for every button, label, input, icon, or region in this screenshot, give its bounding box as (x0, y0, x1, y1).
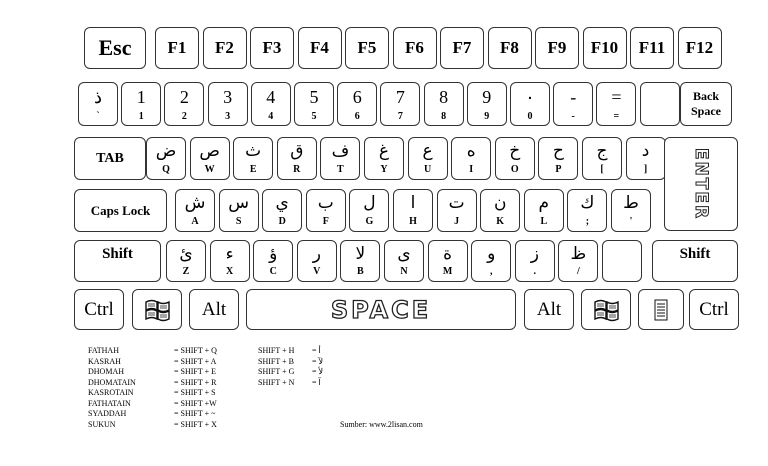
f12-key[interactable] (678, 27, 722, 69)
number-key-bottom: - (571, 111, 575, 122)
space-label: SPACE (330, 295, 432, 324)
f7-key[interactable] (440, 27, 484, 69)
legend-harakat-name: DHOMATAIN (88, 377, 136, 387)
number-key-1[interactable] (121, 82, 161, 126)
letter-key-6[interactable] (428, 240, 468, 282)
legend-harakat-name: DHOMAH (88, 367, 124, 376)
number-key-bottom: 7 (397, 111, 403, 122)
latin-char: Q (162, 164, 170, 175)
fkey-label: F2 (215, 38, 234, 57)
letter-key-W[interactable] (190, 137, 230, 180)
letter-key-3[interactable] (297, 240, 337, 282)
arabic-char: ف (331, 141, 350, 161)
arabic-char: ع (422, 141, 433, 161)
arabic-char: ت (448, 193, 465, 213)
windows-logo-icon (592, 298, 620, 322)
letter-key-semicolon[interactable] (567, 189, 607, 232)
arabic-char: ب (317, 193, 334, 213)
legend-harakat-name: FATHATAIN (88, 398, 131, 408)
legend-shift-result: = لأ (312, 367, 324, 376)
letter-key-H[interactable] (393, 189, 433, 232)
latin-char: C (269, 266, 277, 277)
latin-char: E (249, 164, 257, 175)
number-key-bottom: 9 (484, 111, 490, 122)
latin-char: K (496, 216, 505, 227)
latin-char: , (489, 266, 493, 277)
letter-key-5[interactable] (384, 240, 424, 282)
number-key-top: - (570, 87, 577, 107)
arabic-char: ي (275, 193, 289, 213)
number-key-bottom: 6 (354, 111, 360, 122)
latin-char: N (400, 266, 408, 277)
enter-label: ENTER (691, 147, 712, 221)
alt-label: Alt (536, 298, 562, 320)
arabic-char: ل (363, 193, 376, 213)
latin-char: O (510, 164, 519, 175)
arabic-char: خ (509, 141, 521, 161)
f3-key[interactable] (250, 27, 294, 69)
letter-key-[[interactable] (582, 137, 622, 180)
arabic-char: ى (397, 244, 411, 264)
number-key-11[interactable] (553, 82, 593, 126)
number-key-8[interactable] (424, 82, 464, 126)
shift-left-key[interactable] (74, 240, 161, 282)
shift-label: Shift (102, 246, 133, 262)
latin-char: R (293, 164, 301, 175)
capslock-key[interactable] (74, 189, 167, 232)
windows-left-key[interactable] (132, 289, 182, 330)
letter-key-F[interactable] (306, 189, 346, 232)
letter-key-1[interactable] (210, 240, 250, 282)
arabic-char: ك (580, 193, 595, 213)
number-key-12[interactable] (596, 82, 636, 126)
windows-logo-icon (143, 298, 171, 322)
arabic-char: ه (466, 141, 476, 161)
latin-char: F (322, 216, 329, 227)
letter-key-K[interactable] (480, 189, 520, 232)
arabic-char: لا (355, 244, 366, 264)
legend-harakat-name: SUKUN (88, 419, 116, 429)
latin-char: B (357, 266, 364, 277)
number-key-10[interactable] (510, 82, 550, 126)
tab-key[interactable] (74, 137, 146, 180)
latin-char: L (540, 216, 548, 227)
tab-label: TAB (96, 150, 124, 166)
number-key-0[interactable] (78, 82, 118, 126)
letter-key-Y[interactable] (364, 137, 404, 180)
legend-harakat-name: SYADDAH (88, 409, 127, 418)
letter-key-O[interactable] (495, 137, 535, 180)
letter-key-][interactable] (626, 137, 666, 180)
fkey-label: F11 (638, 38, 666, 57)
arabic-char: ض (155, 141, 177, 161)
number-key-bottom: = (613, 111, 620, 122)
fkey-label: F4 (310, 38, 329, 57)
arabic-char: ة (443, 244, 453, 264)
legend-shift-result: = أ (312, 346, 321, 355)
fkey-label: F5 (357, 38, 377, 57)
latin-char: Y (380, 164, 388, 175)
arabic-char: ق (290, 141, 304, 161)
f11-key[interactable] (630, 27, 674, 69)
legend-shift-result: = آ (312, 377, 321, 387)
latin-char: J (454, 216, 460, 227)
legend-harakat-name: FATHAH (88, 346, 119, 355)
number-key-top: 4 (266, 87, 276, 107)
latin-char: D (278, 216, 286, 227)
ctrl-label: Ctrl (699, 298, 729, 320)
fkey-label: F8 (500, 38, 519, 57)
ctrl-label: Ctrl (84, 298, 114, 320)
number-key-top: ٠ (525, 87, 535, 107)
arabic-char: ص (199, 141, 220, 161)
latin-char: G (365, 216, 374, 227)
arabic-char: ئ (179, 244, 193, 264)
arabic-char: ح (552, 141, 564, 161)
latin-char: Z (182, 266, 190, 277)
legend-harakat-combo: = SHIFT + E (174, 367, 216, 376)
fkey-label: F12 (685, 38, 714, 57)
letter-key-T[interactable] (320, 137, 360, 180)
legend-harakat-name: KASROTAIN (88, 388, 134, 397)
number-key-top: 3 (223, 87, 233, 107)
letter-key-R[interactable] (277, 137, 317, 180)
letter-key-10[interactable] (602, 240, 642, 282)
latin-char: W (204, 164, 215, 175)
ctrl-left-key[interactable] (74, 289, 124, 330)
letter-key-Q[interactable] (146, 137, 186, 180)
letter-key-A[interactable] (175, 189, 215, 232)
number-key-top: 6 (352, 87, 362, 107)
number-key-5[interactable] (294, 82, 334, 126)
backspace-label-2: Space (691, 104, 721, 118)
number-key-top: 7 (395, 87, 405, 107)
latin-char: I (469, 164, 474, 175)
number-key-13[interactable] (640, 82, 680, 126)
space-key[interactable] (246, 289, 516, 330)
number-key-top: 5 (309, 87, 319, 107)
legend-harakat-combo: = SHIFT +W (174, 398, 217, 408)
number-key-top: 8 (439, 87, 449, 107)
latin-char: T (337, 164, 344, 175)
source-credit: Sumber: www.2lisan.com (340, 420, 423, 429)
letter-key-P[interactable] (538, 137, 578, 180)
f9-key[interactable] (535, 27, 579, 69)
legend-harakat-combo: = SHIFT + ~ (174, 409, 216, 418)
f4-key[interactable] (298, 27, 342, 69)
legend-harakat-combo: = SHIFT + Q (174, 346, 217, 355)
legend-shift-combo: SHIFT + N (258, 377, 295, 387)
arabic-char: ا (410, 193, 416, 213)
fkey-label: F3 (262, 38, 282, 57)
number-key-3[interactable] (208, 82, 248, 126)
number-key-7[interactable] (380, 82, 420, 126)
context-menu-icon (654, 299, 668, 321)
windows-right-key[interactable] (581, 289, 631, 330)
fkey-label: F9 (547, 38, 567, 57)
arabic-char: ث (245, 141, 262, 161)
number-key-bottom: 4 (268, 111, 274, 122)
number-key-bottom: 1 (138, 111, 144, 122)
letter-key-D[interactable] (262, 189, 302, 232)
number-key-bottom: 2 (181, 111, 187, 122)
backspace-key[interactable] (680, 82, 732, 126)
f8-key[interactable] (488, 27, 532, 69)
number-key-bottom: 8 (441, 111, 447, 122)
letter-key-U[interactable] (408, 137, 448, 180)
alt-left-key[interactable] (189, 289, 239, 330)
f6-key[interactable] (393, 27, 437, 69)
letter-key-8[interactable] (515, 240, 555, 282)
number-key-2[interactable] (164, 82, 204, 126)
fkey-label: F1 (167, 38, 187, 57)
capslock-label: Caps Lock (90, 202, 151, 218)
number-key-top: = (611, 87, 622, 107)
f5-key[interactable] (345, 27, 389, 69)
legend-shift-result: = لآ (312, 356, 324, 366)
alt-right-key[interactable] (524, 289, 574, 330)
legend-harakat-name: KASRAH (88, 356, 121, 366)
latin-char: M (442, 266, 453, 277)
latin-char: H (409, 216, 417, 227)
letter-key-E[interactable] (233, 137, 273, 180)
arabic-char: س (228, 193, 249, 213)
legend-harakat-combo: = SHIFT + R (174, 377, 217, 387)
number-key-6[interactable] (337, 82, 377, 126)
letter-key-quote[interactable] (611, 189, 651, 232)
letter-key-0[interactable] (166, 240, 206, 282)
arabic-char: غ (378, 141, 390, 161)
number-key-bottom: 5 (311, 111, 317, 122)
letter-key-G[interactable] (349, 189, 389, 232)
latin-char: P (555, 164, 562, 175)
number-key-top: 1 (136, 87, 146, 107)
number-key-9[interactable] (467, 82, 507, 126)
latin-char: ; (585, 216, 590, 227)
arabic-char: ن (493, 193, 507, 213)
arabic-char: د (641, 141, 650, 161)
legend-harakat-combo: = SHIFT + A (174, 356, 217, 366)
letter-key-L[interactable] (524, 189, 564, 232)
arabic-char: ز (530, 244, 539, 264)
esc-key[interactable] (84, 27, 146, 69)
arabic-char: ط (623, 193, 639, 213)
letter-key-2[interactable] (253, 240, 293, 282)
number-key-4[interactable] (251, 82, 291, 126)
number-key-top: ذ (93, 87, 102, 107)
legend-harakat-combo: = SHIFT + X (174, 419, 217, 429)
fkey-label: F6 (405, 38, 424, 57)
shift-right-key[interactable] (652, 240, 738, 282)
latin-char: V (313, 266, 321, 277)
letter-key-S[interactable] (219, 189, 259, 232)
latin-char: S (235, 216, 242, 227)
legend-shift-combo: SHIFT + H (258, 346, 295, 355)
number-key-top: 9 (482, 87, 492, 107)
legend-harakat-combo: = SHIFT + S (174, 388, 216, 397)
arabic-char: ش (184, 193, 206, 213)
number-key-bottom: ` (96, 111, 100, 122)
arabic-char: ؤ (269, 244, 278, 264)
latin-char: [ (600, 164, 604, 175)
legend-shift-combo: SHIFT + G (258, 367, 295, 376)
fkey-label: F10 (590, 38, 619, 57)
letter-key-J[interactable] (437, 189, 477, 232)
latin-char: ] (643, 164, 648, 175)
f10-key[interactable] (583, 27, 627, 69)
letter-key-4[interactable] (340, 240, 380, 282)
enter-key[interactable] (664, 137, 738, 231)
arabic-char: ر (312, 244, 321, 264)
arabic-char: م (538, 193, 550, 213)
latin-char: X (225, 266, 234, 277)
letter-key-7[interactable] (471, 240, 511, 282)
ctrl-right-key[interactable] (689, 289, 739, 330)
legend-shift-combo: SHIFT + B (258, 356, 294, 366)
latin-char: ' (629, 216, 633, 227)
esc-label: Esc (98, 35, 132, 60)
arabic-char: ظ (570, 244, 587, 264)
arabic-char: ء (225, 244, 234, 264)
f2-key[interactable] (203, 27, 247, 69)
latin-char: A (191, 216, 199, 227)
letter-key-I[interactable] (451, 137, 491, 180)
shift-label: Shift (679, 246, 711, 262)
arabic-char: ج (596, 141, 608, 161)
arabic-char: و (487, 244, 496, 264)
latin-char: U (423, 164, 432, 175)
number-key-bottom: 0 (527, 111, 533, 122)
latin-char: / (577, 266, 580, 277)
latin-char: . (533, 266, 537, 277)
alt-label: Alt (201, 298, 227, 320)
fkey-label: F7 (452, 38, 472, 57)
f1-key[interactable] (155, 27, 199, 69)
number-key-bottom: 3 (225, 111, 231, 122)
number-key-top: 2 (179, 87, 189, 107)
letter-key-9[interactable] (558, 240, 598, 282)
menu-key[interactable] (638, 289, 684, 330)
backspace-label-1: Back (692, 89, 719, 103)
